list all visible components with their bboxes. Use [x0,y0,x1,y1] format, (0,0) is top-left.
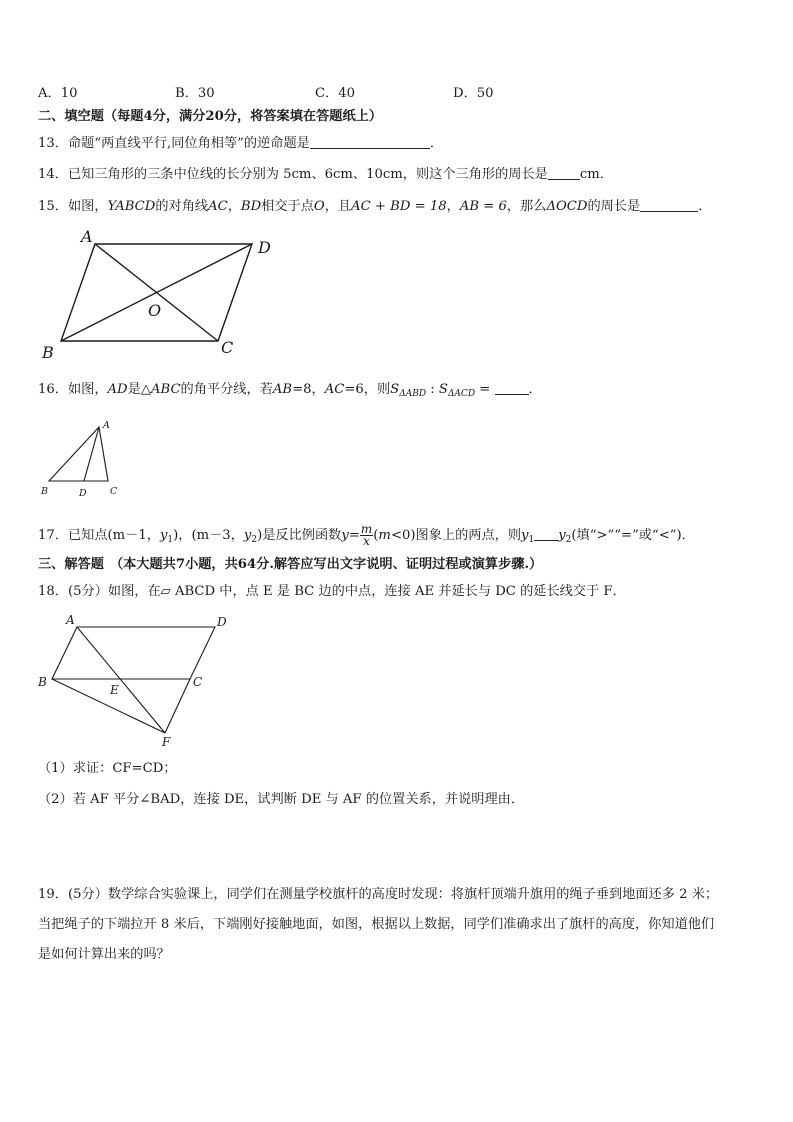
fraction-m-over-x [360,524,373,547]
q17-text: )，(m－3， [173,528,244,543]
math-subscript: 1 [167,535,174,545]
question-19-line-2: 当把绳子的下端拉开 8 米后，下端刚好接触地面，如图，根据以上数据，同学们准确求出了旗杆的高度，你知道他们 [38,917,715,932]
q16-text: =8， [292,382,325,397]
question-19-line-1: 19．(5分）数学综合实验课上，同学们在测量学校旗杆的高度时发现：将旗杆顶端升旗用的绳子垂到地面还多 2 米； [38,887,719,902]
label-o: O [148,301,162,320]
math-abc: ABC [150,382,181,397]
label-d: D [217,615,227,629]
q17-text: <0)图象上的两点，则 [390,528,522,543]
question-16 [38,381,542,403]
label-b: B [38,675,47,689]
math-subscript: ΔABD [399,389,427,399]
label-c: C [221,338,234,357]
math-y: y [243,528,252,543]
option-c: C．40 [315,86,356,101]
option-b: B．30 [175,86,215,101]
q16-end: ． [528,382,542,397]
q13-end: ． [429,136,444,151]
question-17 [38,524,695,549]
label-b: B [42,343,54,362]
q17-text: 17．已知点(m－1， [38,528,160,543]
q15-text: 15．如图， [38,199,108,214]
math-subscript: 2 [565,535,572,545]
q17-text: ( [373,528,379,543]
q13-text: 13．命题“两直线平行,同位角相等”的逆命题是 [38,136,310,151]
label-f: F [162,735,171,749]
math-y: y [159,528,168,543]
label-c: C [193,675,203,689]
math-subscript: ΔACD [447,389,476,399]
figure-18-parallelogram [52,627,215,733]
section-2-heading: 二、填空题（每题4分，满分20分，将答案填在答题纸上） [38,109,383,124]
q15-text: ， [446,199,460,214]
math-y: y [341,528,349,543]
option-d: D．50 [453,86,494,101]
question-18-part-2: （2）若 AF 平分∠BAD，连接 DE，试判断 DE 与 AF 的位置关系，并说明理由． [38,792,525,807]
q15-text: ，且 [324,199,352,214]
math-subscript: 2 [251,535,258,545]
math-m: m [378,528,391,543]
question-19-line-3: 是如何计算出来的吗？ [38,947,170,962]
q15-text: 相交于点 [261,199,314,214]
section-3-heading [38,556,542,574]
math-y: y [521,528,529,543]
label-e: E [110,683,119,697]
q14-end: cm． [579,167,613,182]
math-equation: AB = 6 [459,199,507,214]
q17-text: (填“>”“=”或“<”)． [571,528,695,543]
q16-text: 是△ [127,382,151,397]
math-ad: AD [107,382,128,397]
q15-text: ，那么 [506,199,547,214]
q15-text: 的对角线 [155,199,209,214]
label-a: A [103,420,110,431]
question-18: 18．(5分）如图，在▱ ABCD 中，点 E 是 BC 边的中点，连接 AE 并延长与 DC 的延长线交于 F． [38,584,626,599]
question-18-part-1: （1）求证：CF=CD； [38,761,177,776]
q15-end: ． [698,199,712,214]
math-ac: AC [208,199,228,214]
section-3-note: （本大题共7小题，共64分.解答应写出文字说明、证明过程或演算步骤.） [109,557,543,572]
answer-blank [495,381,529,395]
q16-text: 的角平分线，若 [180,382,273,397]
q15-text: 的周长是 [587,199,641,214]
section-3-title: 三、解答题 [38,557,104,572]
fraction-numerator: m [360,522,373,536]
q16-text: 16．如图， [38,382,108,397]
math-area-s: S [390,382,400,397]
label-a: A [81,227,93,246]
q15-text: ， [227,199,241,214]
q16-text: =6，则 [344,382,391,397]
fraction-denominator: x [363,534,370,548]
answer-blank [534,527,558,541]
math-ab: AB [272,382,293,397]
label-b: B [41,486,48,497]
math-equation: AC + BD = 18 [351,199,447,214]
option-a: A．10 [38,86,78,101]
parallelogram-symbol: Y [107,199,116,214]
math-abcd: ABCD [115,199,156,214]
math-subscript: 1 [528,535,535,545]
label-c: C [110,486,118,497]
label-d: D [79,488,87,499]
math-bd: BD [240,199,262,214]
label-d: D [258,238,271,257]
q14-text: 14．已知三角形的三条中位线的长分别为 5cm、6cm、10cm，则这个三角形的周长是 [38,167,548,182]
math-y: y [558,528,566,543]
figure-16-triangle [49,427,108,481]
q16-text: : [426,382,439,397]
math-triangle-ocd: ΔOCD [546,199,588,214]
label-a: A [66,613,75,627]
math-o: O [313,199,325,214]
q17-text: )是反比例函数 [257,528,342,543]
math-ac: AC [324,382,345,397]
math-area-s: S [438,382,448,397]
q16-text: = [475,382,491,397]
q17-text: = [348,528,360,543]
